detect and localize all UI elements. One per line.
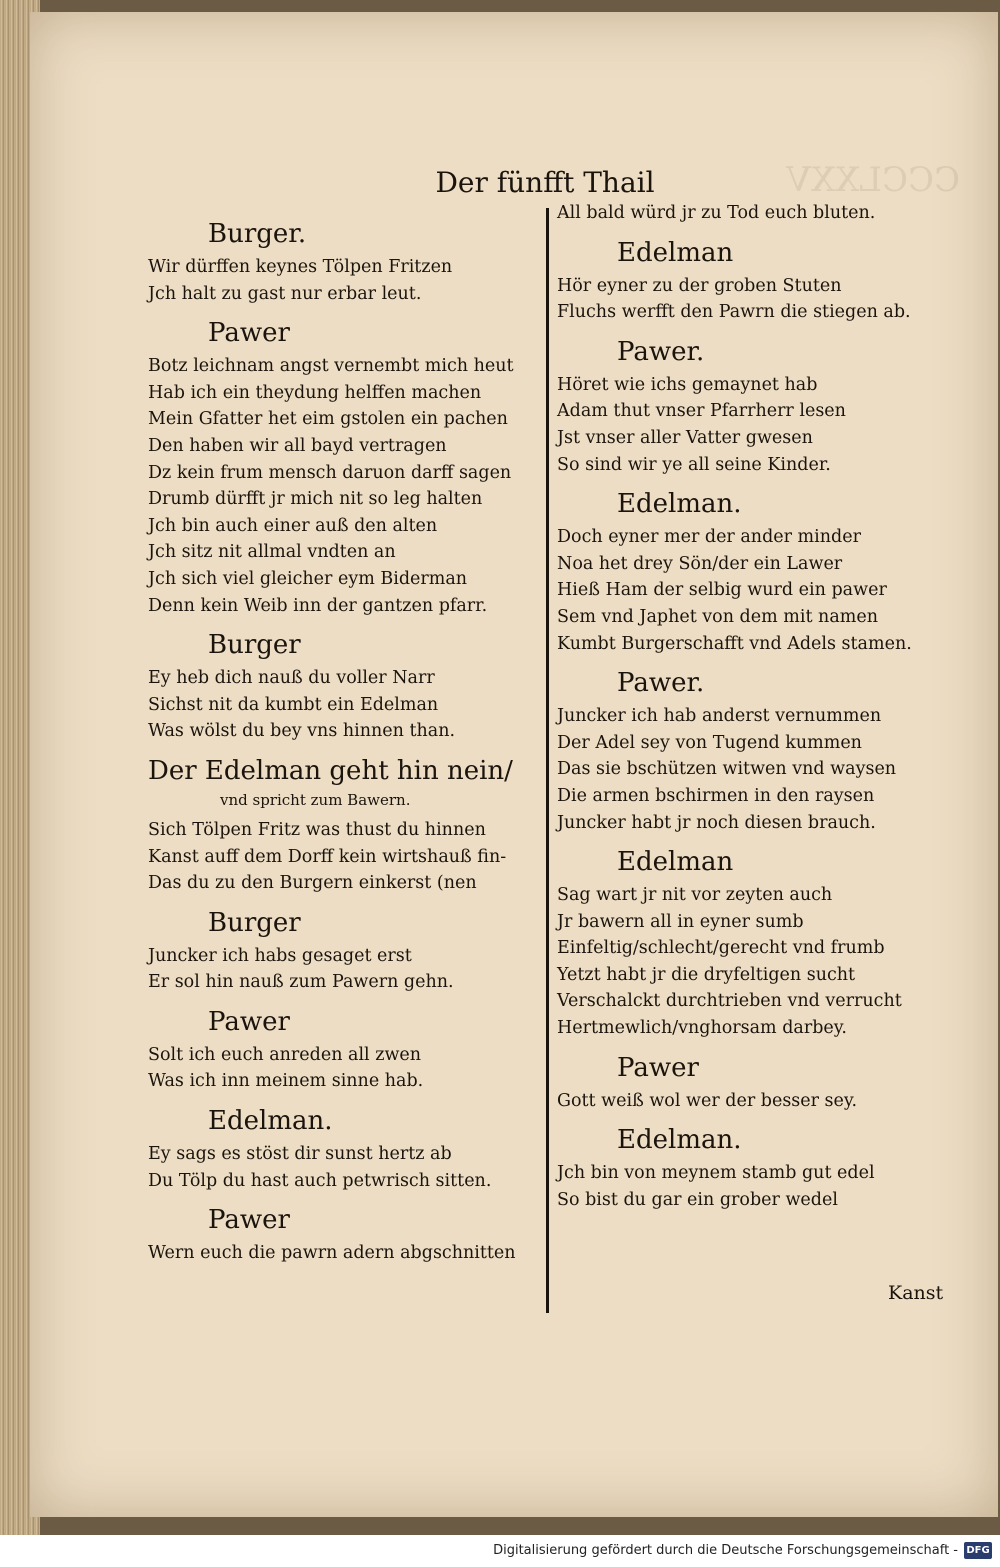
verse-line: Hieß Ham der selbig wurd ein pawer — [557, 580, 887, 601]
verse-line: Kumbt Burgerschafft vnd Adels stamen. — [557, 633, 912, 654]
verse-line: Ey sags es stöst dir sunst hertz ab — [148, 1144, 452, 1165]
stage-direction: vnd spricht zum Bawern. — [220, 790, 411, 809]
verse-line: Juncker ich hab anderst vernummen — [557, 706, 882, 727]
verse-line: Kanst auff dem Dorff kein wirtshauß fin- — [148, 846, 507, 867]
verse-line: Solt ich euch anreden all zwen — [148, 1044, 422, 1065]
speaker-heading: Pawer — [208, 1205, 290, 1236]
speaker-heading: Edelman. — [617, 489, 742, 520]
verse-line: Wern euch die pawrn adern abgschnitten — [148, 1243, 516, 1264]
verse-line: Mein Gfatter het eim gstolen ein pachen — [148, 409, 508, 430]
verse-line: Jch halt zu gast nur erbar leut. — [148, 283, 422, 304]
verse-line: Noa het drey Sön/der ein Lawer — [557, 553, 843, 574]
verse-line: Jch bin auch einer auß den alten — [148, 515, 438, 536]
verse-line: Er sol hin nauß zum Pawern gehn. — [148, 972, 454, 993]
verse-line: Sichst nit da kumbt ein Edelman — [148, 694, 439, 715]
verse-line: Ey heb dich nauß du voller Narr — [148, 668, 435, 689]
speaker-heading: Der Edelman geht hin nein/ — [148, 755, 513, 786]
right-column — [557, 200, 942, 1213]
speaker-heading: Pawer — [208, 318, 290, 349]
verse-line: Den haben wir all bayd vertragen — [148, 435, 447, 456]
verse-line: Was wölst du bey vns hinnen than. — [148, 721, 456, 742]
verse-line: Jst vnser aller Vatter gwesen — [557, 427, 813, 448]
column-rule — [546, 208, 549, 1313]
verse-line: Sem vnd Japhet von dem mit namen — [557, 606, 878, 627]
verse-line: Hertmewlich/vnghorsam darbey. — [557, 1018, 847, 1039]
verse-line: Sich Tölpen Fritz was thust du hinnen — [148, 819, 486, 840]
verse-line: Denn kein Weib inn der gantzen pfarr. — [148, 595, 488, 616]
running-head: Der fünfft Thail — [435, 166, 655, 199]
verse-line: Wir dürffen keynes Tölpen Fritzen — [148, 257, 453, 277]
verse-line: Das sie bschützen witwen vnd waysen — [557, 759, 897, 780]
speaker-heading: Edelman. — [208, 1106, 333, 1137]
verse-line: Jch sitz nit allmal vndten an — [148, 542, 396, 563]
verse-line: Doch eyner mer der ander minder — [557, 527, 861, 548]
footer-credit: Digitalisierung gefördert durch die Deutsche Forschungsgemeinschaft - — [493, 1543, 958, 1558]
verse-line: Hab ich ein theydung helffen machen — [148, 382, 482, 403]
verse-line: Höret wie ichs gemaynet hab — [557, 374, 818, 395]
verse-line: Jch sich viel gleicher eym Biderman — [148, 568, 468, 589]
verse-line: Dz kein frum mensch daruon darff sagen — [148, 462, 512, 483]
speaker-heading: Burger — [208, 630, 301, 661]
verse-line: Juncker habt jr noch diesen brauch. — [557, 812, 876, 833]
verse-line: Yetzt habt jr die dryfeltigen sucht — [557, 964, 856, 985]
left-column — [148, 208, 538, 1267]
verse-line: Drumb dürfft jr mich nit so leg halten — [148, 489, 483, 510]
verse-line: Das du zu den Burgern einkerst (nen — [148, 873, 477, 894]
verse-line: Verschalckt durchtrieben vnd verrucht — [557, 991, 902, 1012]
verse-line: Fluchs werfft den Pawrn die stiegen ab. — [557, 302, 911, 323]
verse-line: Jr bawern all in eyner sumb — [557, 911, 804, 932]
speaker-heading: Burger. — [208, 219, 307, 249]
speaker-heading: Pawer. — [617, 668, 705, 699]
dfg-logo: DFG — [964, 1542, 992, 1559]
verse-line: Der Adel sey von Tugend kummen — [557, 732, 862, 753]
catchword: Kanst — [888, 1282, 944, 1304]
speaker-heading: Edelman. — [617, 1125, 742, 1156]
verse-line: So bist du gar ein grober wedel — [557, 1189, 838, 1210]
verse-line: Gott weiß wol wer der besser sey. — [557, 1090, 858, 1111]
verse-line: Einfeltig/schlecht/gerecht vnd frumb — [557, 938, 885, 959]
verse-line: All bald würd jr zu Tod euch bluten. — [557, 203, 876, 223]
verse-line: Hör eyner zu der groben Stuten — [557, 275, 842, 296]
speaker-heading: Pawer — [208, 1006, 290, 1037]
verse-line: Die armen bschirmen in den raysen — [557, 785, 875, 806]
verse-line: Sag wart jr nit vor zeyten auch — [557, 885, 833, 906]
speaker-heading: Edelman — [617, 847, 734, 878]
verse-line: Was ich inn meinem sinne hab. — [148, 1071, 424, 1092]
verse-line: Jch bin von meynem stamb gut edel — [557, 1163, 875, 1184]
verse-line: Botz leichnam angst vernembt mich heut — [148, 356, 514, 377]
verse-line: Du Tölp du hast auch petwrisch sitten. — [148, 1170, 492, 1191]
verse-line: Adam thut vnser Pfarrherr lesen — [557, 401, 846, 422]
verse-line: Juncker ich habs gesaget erst — [148, 945, 412, 966]
speaker-heading: Pawer — [617, 1052, 699, 1083]
speaker-heading: Edelman — [617, 237, 734, 268]
verse-line: So sind wir ye all seine Kinder. — [557, 454, 831, 475]
speaker-heading: Pawer. — [617, 336, 705, 367]
speaker-heading: Burger — [208, 907, 301, 938]
